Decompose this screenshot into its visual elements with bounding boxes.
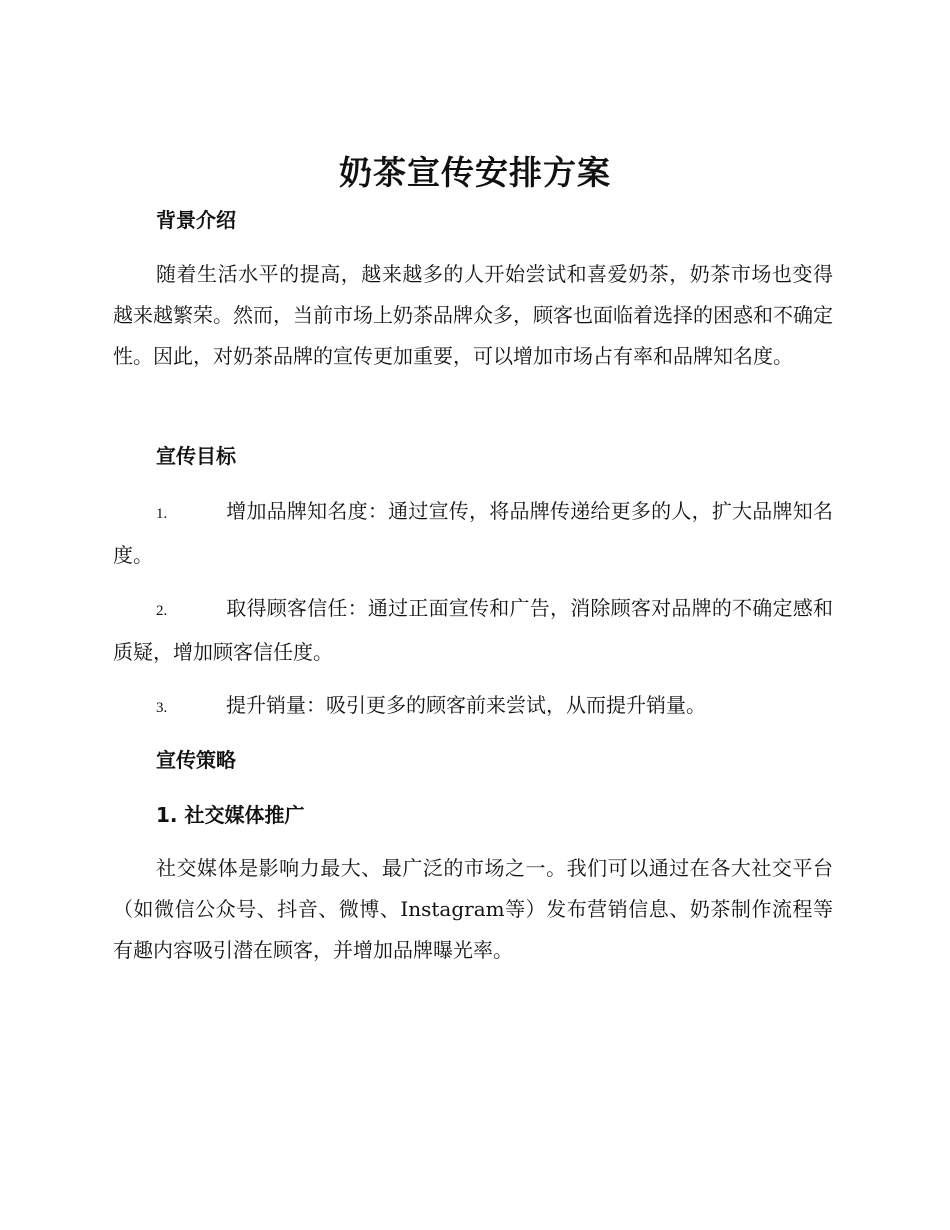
goal-item-2 (113, 588, 833, 673)
goal-item-3 (113, 685, 833, 729)
goal-number: 1. (156, 506, 168, 522)
document-title: 奶茶宣传安排方案 (339, 153, 611, 192)
background-heading: 背景介绍 (156, 208, 236, 232)
goal-item-1 (113, 491, 833, 576)
strategy-heading: 宣传策略 (156, 748, 236, 772)
background-paragraph: 随着生活水平的提高，越来越多的人开始尝试和喜爱奶茶，奶茶市场也变得越来越繁荣。然而，当前市场上奶茶品牌众多，顾客也面临着选择的困惑和不确定性。因此，对奶茶品牌的宣传更加重要，可以增加市场占有率和品牌知名度。 (113, 262, 833, 368)
goals-heading: 宣传目标 (156, 444, 236, 468)
strategy-subheading: 1. 社交媒体推广 (156, 803, 305, 827)
goal-text: 取得顾客信任：通过正面宣传和广告，消除顾客对品牌的不确定感和质疑，增加顾客信任度。 (113, 596, 833, 664)
goal-number: 2. (156, 603, 168, 619)
goal-text: 提升销量：吸引更多的顾客前来尝试，从而提升销量。 (226, 693, 706, 717)
goal-number: 3. (156, 700, 168, 716)
strategy-paragraph: 社交媒体是影响力最大、最广泛的市场之一。我们可以通过在各大社交平台（如微信公众号、抖音、微博、Instagram等）发布营销信息、奶茶制作流程等有趣内容吸引潜在顾客，并增加品牌曝光率。 (113, 856, 833, 962)
goal-text: 增加品牌知名度：通过宣传，将品牌传递给更多的人，扩大品牌知名度。 (113, 499, 833, 567)
